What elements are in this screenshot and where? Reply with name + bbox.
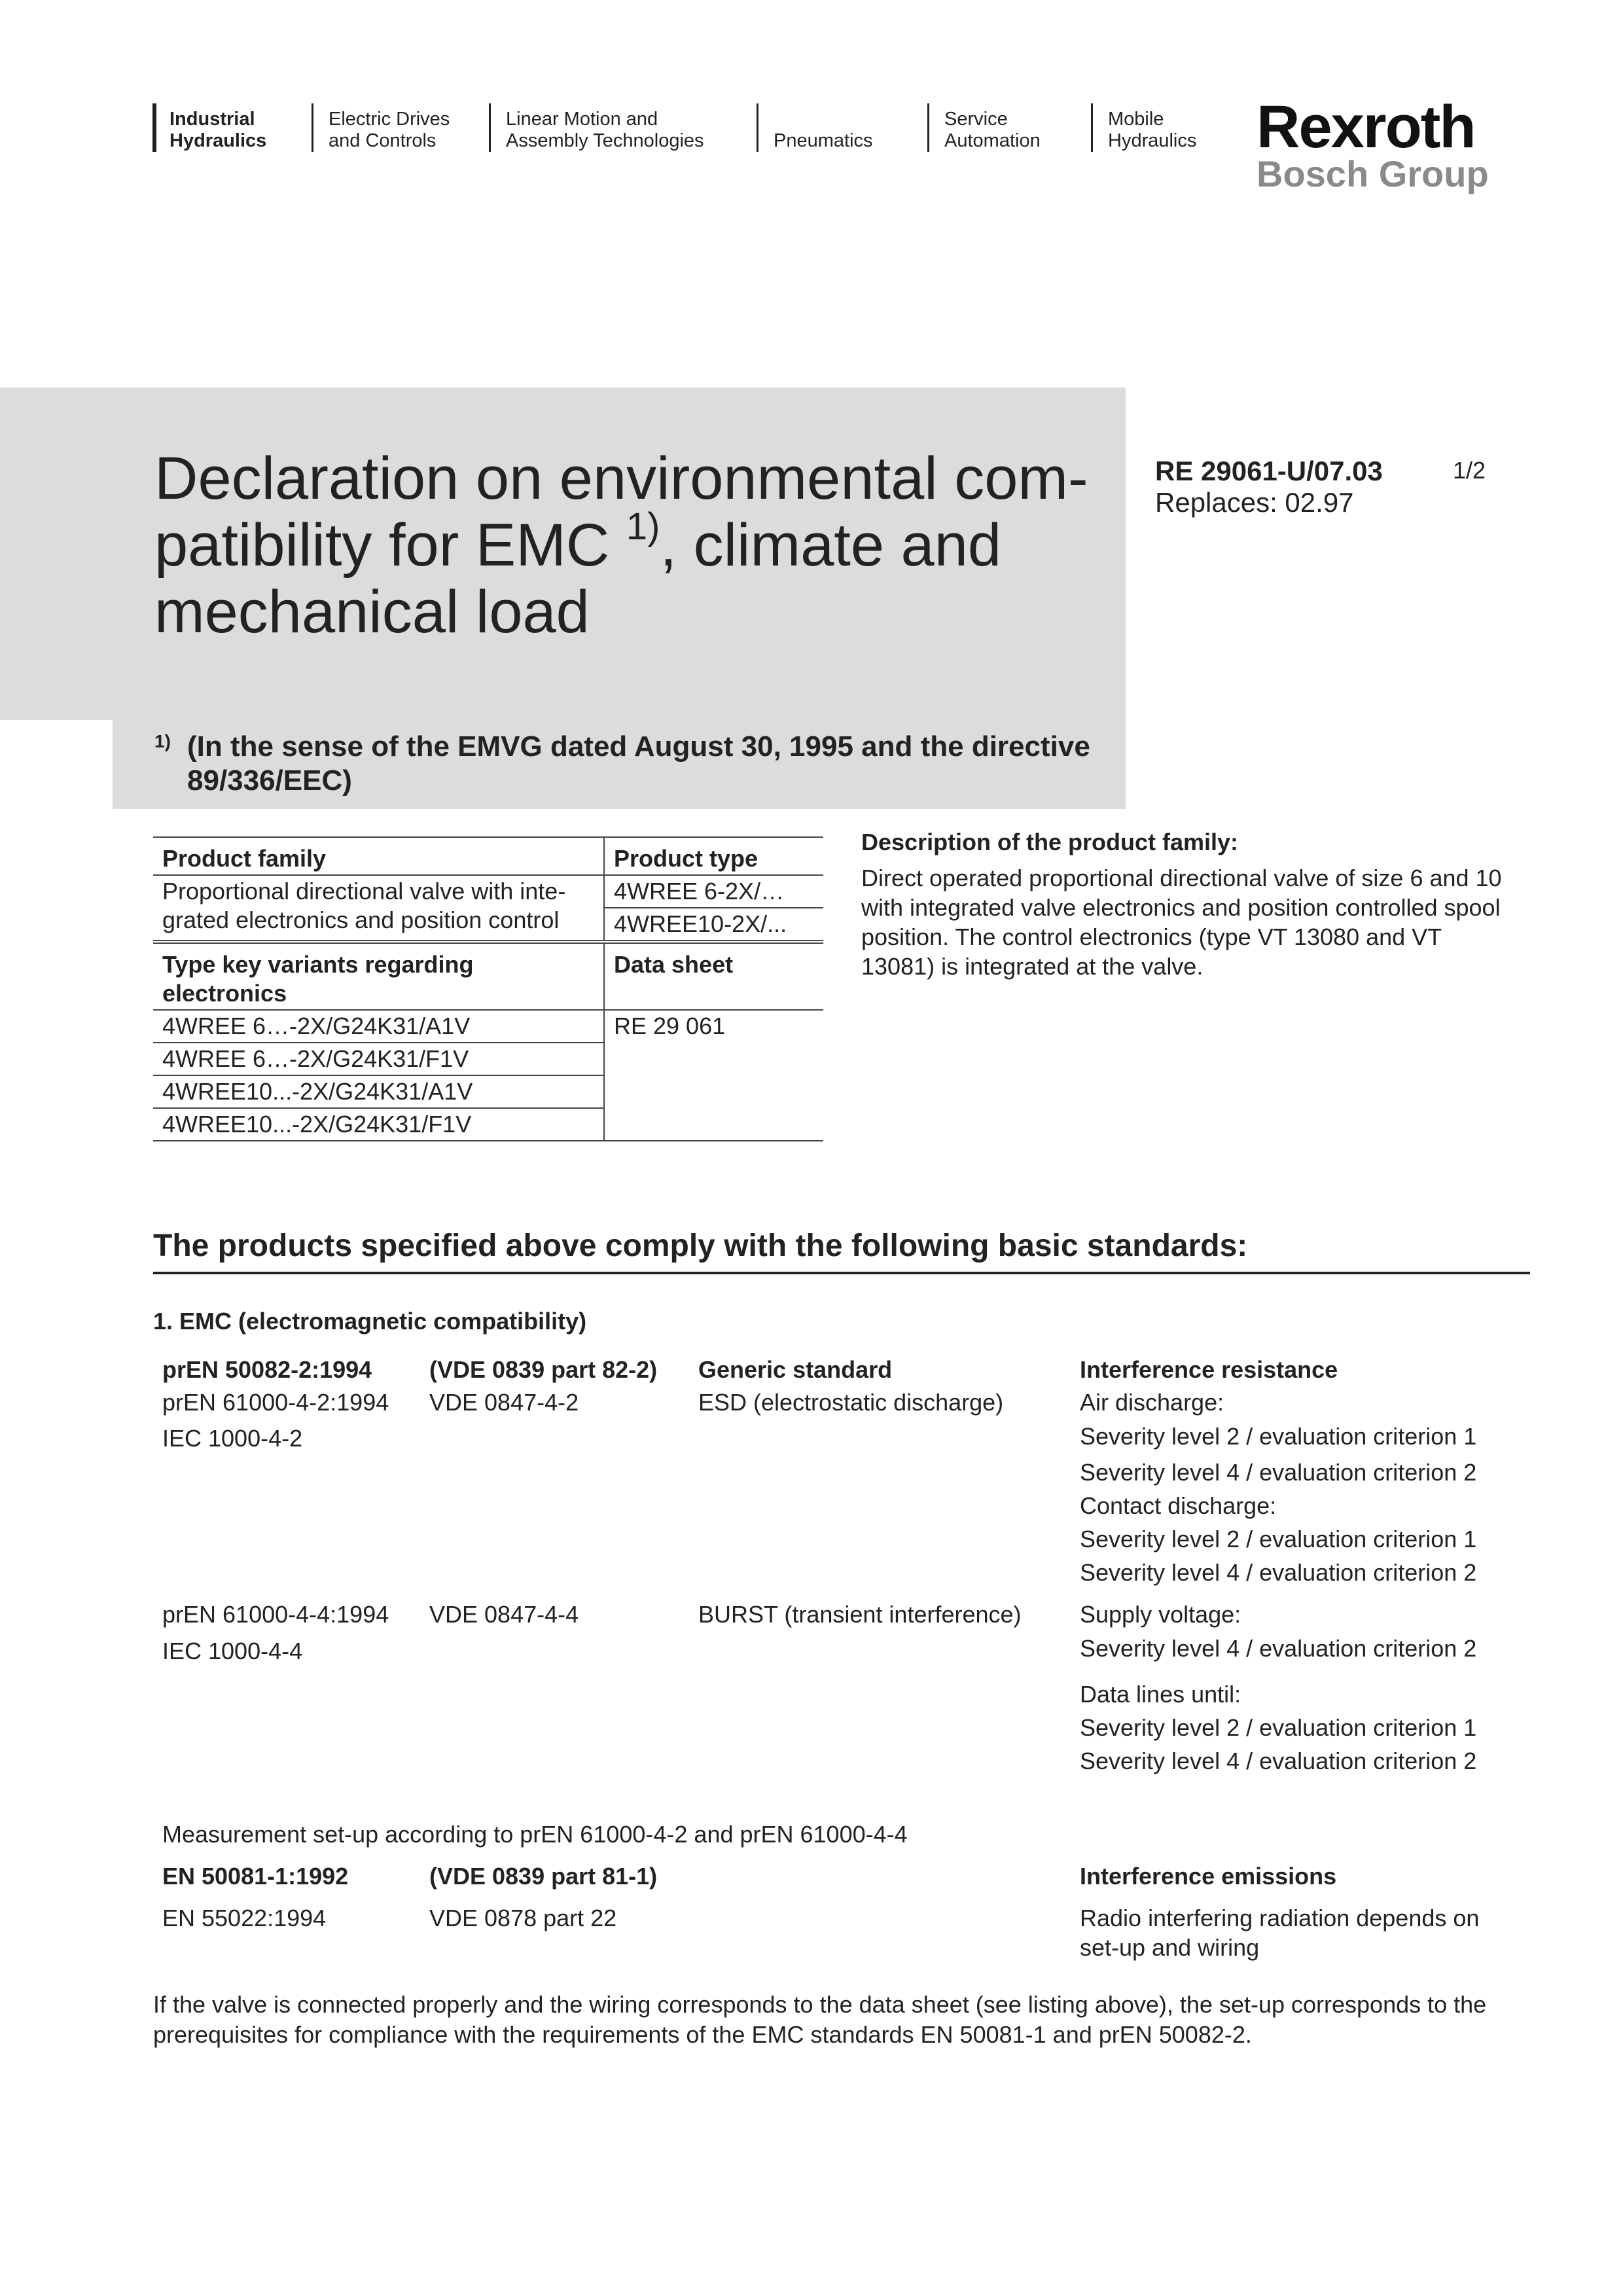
esd-detail: Severity level 2 / evaluation criterion 1 xyxy=(1080,1423,1477,1450)
std-en-50081-1: EN 50081-1:1992 xyxy=(162,1863,349,1890)
std-vde-0847-4-4: VDE 0847-4-4 xyxy=(429,1601,579,1628)
burst-detail: Severity level 4 / evaluation criterion 2 xyxy=(1080,1635,1477,1662)
burst-detail: Severity level 2 / evaluation criterion 1 xyxy=(1080,1714,1477,1741)
burst-label: BURST (transient interference) xyxy=(698,1601,1022,1628)
page-title xyxy=(154,445,1116,645)
esd-detail: Severity level 2 / evaluation criterion 1 xyxy=(1080,1526,1477,1552)
division-nav xyxy=(152,103,1239,152)
std-prEN61000-4-2: prEN 61000-4-2:1994 xyxy=(162,1389,389,1416)
nav-linear-motion[interactable]: Linear Motion and Assembly Technologies xyxy=(489,103,757,152)
table-row xyxy=(153,875,823,908)
product-table xyxy=(153,836,823,1141)
product-type-1: 4WREE 6-2X/… xyxy=(604,875,823,908)
header-type-key-variants: Type key variants regarding electronics xyxy=(153,942,604,1010)
generic-standard-label: Generic standard xyxy=(698,1356,893,1383)
nav-electric-drives[interactable]: Electric Drives and Controls xyxy=(312,103,489,152)
std-iec-1000-4-2: IEC 1000-4-2 xyxy=(162,1425,303,1452)
std-prEN50082-2: prEN 50082-2:1994 xyxy=(162,1356,372,1383)
title-line-2a: patibility for EMC xyxy=(154,512,626,579)
radio-interference-note: Radio interfering radiation depends on set-up and wiring xyxy=(1080,1905,1480,1961)
variant-cell: 4WREE 6…-2X/G24K31/A1V xyxy=(153,1010,604,1043)
std-iec-1000-4-4: IEC 1000-4-4 xyxy=(162,1638,303,1664)
product-description xyxy=(861,827,1503,981)
footnote-mark: 1) xyxy=(154,731,171,751)
esd-detail: Severity level 4 / evaluation criterion 2 xyxy=(1080,1459,1477,1486)
variant-cell: 4WREE10...-2X/G24K31/F1V xyxy=(153,1108,604,1141)
esd-label: ESD (electrostatic discharge) xyxy=(698,1389,1004,1416)
title-footnote-ref: 1) xyxy=(626,505,660,548)
emc-section-heading: 1. EMC (electromagnetic compatibility) xyxy=(153,1308,587,1335)
document-reference xyxy=(1155,456,1383,518)
document-number: RE 29061-U/07.03 xyxy=(1155,456,1383,486)
interference-resistance-label: Interference resistance xyxy=(1080,1356,1338,1383)
nav-mobile-hydraulics[interactable]: Mobile Hydraulics xyxy=(1091,103,1239,152)
page-number: 1/2 xyxy=(1453,457,1486,484)
esd-detail: Air discharge: xyxy=(1080,1389,1224,1416)
compliance-statement: If the valve is connected properly and the wiring corresponds to the data sheet (see listing above), the set-up corresponds to the prerequisites for compliance with the requirements of the EMC standards EN 50081-1 and prEN 50082-2. xyxy=(153,1991,1487,2048)
product-type-2: 4WREE10-2X/... xyxy=(604,908,823,942)
datasheet-value: RE 29 061 xyxy=(604,1010,823,1141)
burst-detail: Supply voltage: xyxy=(1080,1601,1241,1628)
footnote xyxy=(154,730,1110,798)
burst-detail: Data lines until: xyxy=(1080,1681,1241,1708)
nav-pneumatics[interactable]: Pneumatics xyxy=(757,103,927,152)
std-vde-0847-4-2: VDE 0847-4-2 xyxy=(429,1389,579,1416)
burst-detail: Severity level 4 / evaluation criterion 2 xyxy=(1080,1748,1477,1774)
description-text: Direct operated proportional directional valve of size 6 and 10 with integrated valve electronics and position controlled spool position. The control electronics (type VT 13080 and VT 13081) is integrated at the valve. xyxy=(861,865,1502,980)
variant-cell: 4WREE 6…-2X/G24K31/F1V xyxy=(153,1043,604,1075)
description-heading: Description of the product family: xyxy=(861,829,1239,855)
title-line-3: mechanical load xyxy=(154,579,590,645)
interference-emissions-label: Interference emissions xyxy=(1080,1863,1337,1890)
product-family-value: Proportional directional valve with inte-grated electronics and position control xyxy=(153,875,604,942)
table-row xyxy=(153,942,823,1010)
header-product-family: Product family xyxy=(153,837,604,875)
logo-main-text: Rexroth xyxy=(1257,94,1475,160)
title-line-1: Declaration on environmental com- xyxy=(154,445,1088,512)
std-vde-0839-81-1: (VDE 0839 part 81-1) xyxy=(429,1863,658,1890)
standards-heading: The products specified above comply with the following basic standards: xyxy=(153,1228,1530,1274)
std-vde-0878-22: VDE 0878 part 22 xyxy=(429,1905,617,1931)
esd-detail: Contact discharge: xyxy=(1080,1492,1277,1519)
header-product-type: Product type xyxy=(604,837,823,875)
logo-sub-text: Bosch Group xyxy=(1257,153,1489,194)
title-line-2b: , climate and xyxy=(660,512,1002,579)
table-row xyxy=(153,837,823,875)
nav-industrial-hydraulics[interactable]: Industrial Hydraulics xyxy=(152,103,312,152)
footnote-text: (In the sense of the EMVG dated August 30, 1995 and the directive 89/336/EEC) xyxy=(187,730,1090,797)
replaces-date: Replaces: 02.97 xyxy=(1155,487,1354,518)
variant-cell: 4WREE10...-2X/G24K31/A1V xyxy=(153,1075,604,1108)
std-vde-0839-82-2: (VDE 0839 part 82-2) xyxy=(429,1356,658,1383)
std-prEN61000-4-4: prEN 61000-4-4:1994 xyxy=(162,1601,389,1628)
measurement-setup: Measurement set-up according to prEN 61000-4-2 and prEN 61000-4-4 xyxy=(162,1821,908,1848)
nav-service-automation[interactable]: Service Automation xyxy=(927,103,1091,152)
table-row xyxy=(153,1010,823,1043)
esd-detail: Severity level 4 / evaluation criterion 2 xyxy=(1080,1559,1477,1586)
rexroth-logo xyxy=(1257,94,1492,194)
std-en-55022: EN 55022:1994 xyxy=(162,1905,327,1931)
header-data-sheet: Data sheet xyxy=(604,942,823,1010)
